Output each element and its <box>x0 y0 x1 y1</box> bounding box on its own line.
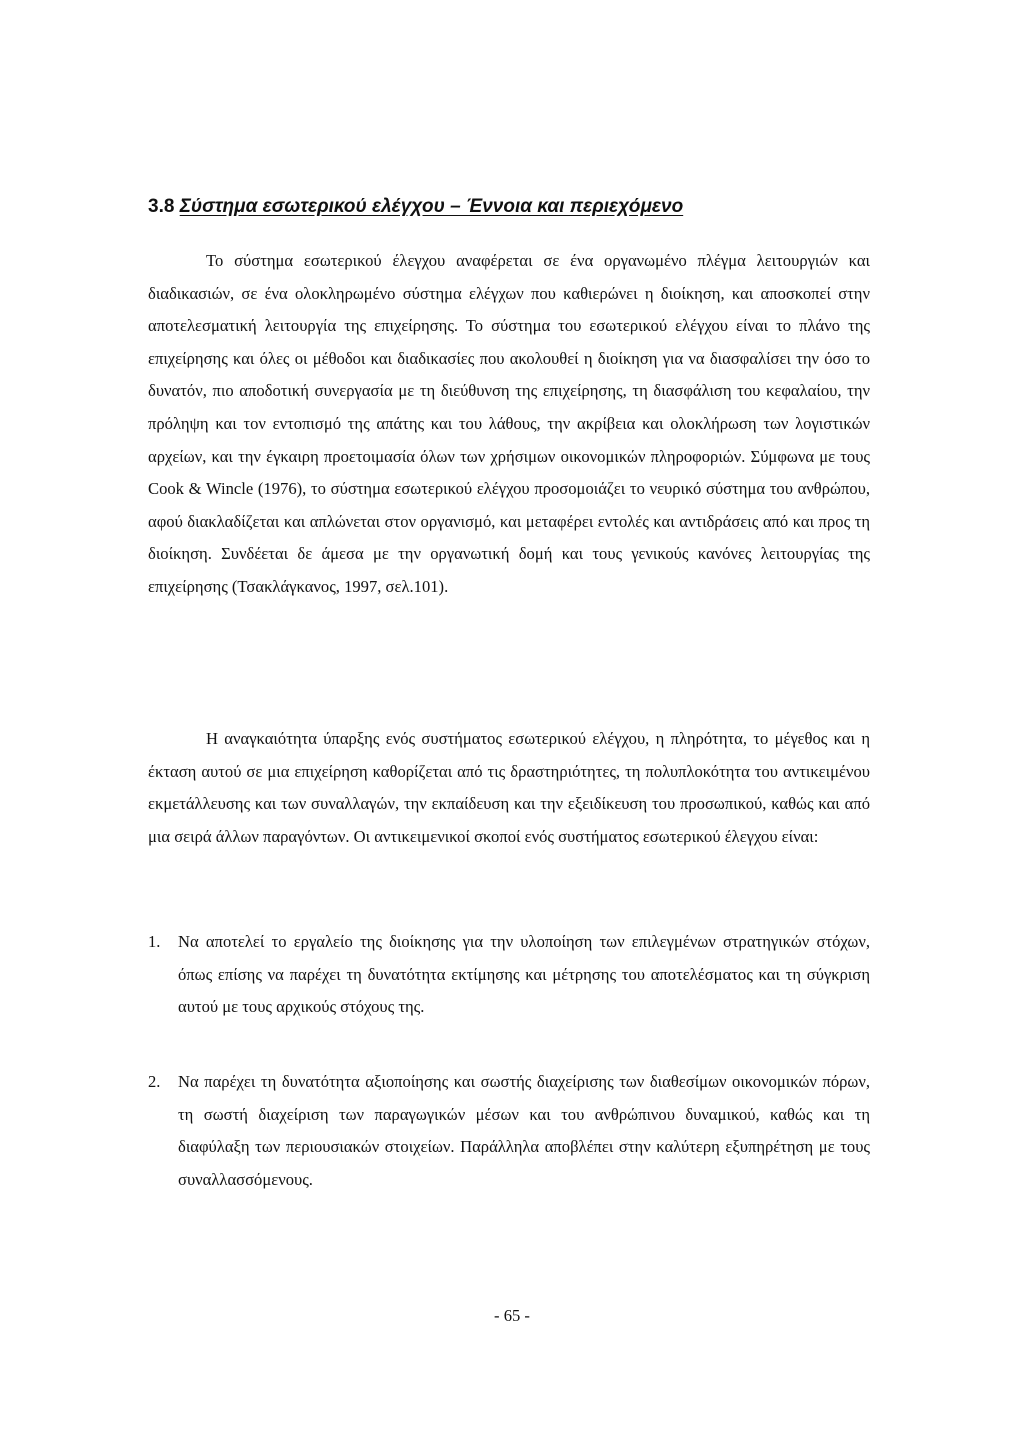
paragraph-definition: Το σύστημα εσωτερικού έλεγχου αναφέρεται σε ένα οργανωμένο πλέγμα λειτουργιών και διαδικασιών, σε ένα ολοκληρωμένο σύστημα ελέγχων που καθιερώνει η διοίκηση, και αποσκοπεί στην αποτελεσματική λειτουργία της επιχείρησης. Το σύστημα του εσωτερικού ελέγχου είναι το πλάνο της επιχείρησης και όλες οι μέθοδοι και διαδικασίες που ακολουθεί η διοίκηση για να διασφαλίσει την όσο το δυνατόν, πιο αποδοτική συνεργασία με τη διεύθυνση της επιχείρησης, τη διασφάλιση του κεφαλαίου, την πρόληψη και τον εντοπισμό της απάτης και του λάθους, την ακρίβεια και ολοκλήρωση των λογιστικών αρχείων, και την έγκαιρη προετοιμασία όλων των χρήσιμων οικονομικών πληροφοριών. Σύμφωνα με τους Cook & Wincle (1976), το σύστημα εσωτερικού ελέγχου προσομοιάζει το νευρικό σύστημα του ανθρώπου, αφού διακλαδίζεται και απλώνεται στον οργανισμό, και μεταφέρει εντολές και αντιδράσεις από και προς τη διοίκηση. Συνδέεται δε άμεσα με την οργανωτική δομή και τους γενικούς κανόνες λειτουργίας της επιχείρησης (Τσακλάγκανος, 1997, σελ.101). <box>148 251 870 596</box>
section-title: Σύστημα εσωτερικού ελέγχου – Έννοια και περιεχόμενο <box>179 196 684 217</box>
paragraph-necessity: Η αναγκαιότητα ύπαρξης ενός συστήματος εσωτερικού ελέγχου, η πληρότητα, το μέγεθος και η έκταση αυτού σε μια επιχείρηση καθορίζεται από τις δραστηριότητες, τη πολυπλοκότητα του αντικειμένου εκμετάλλευσης και των συναλλαγών, την εκπαίδευση και την εξειδίκευση του προσωπικού, καθώς και από μια σειρά άλλων παραγόντων. Οι αντικειμενικοί σκοποί ενός συστήματος εσωτερικού έλεγχου είναι: <box>148 729 870 846</box>
list-item <box>148 1066 870 1196</box>
section-number: 3.8 <box>148 196 175 217</box>
list-item <box>148 926 870 1024</box>
list-item-text: Να αποτελεί το εργαλείο της διοίκησης για την υλοποίηση των επιλεγμένων στρατηγικών στόχων, όπως επίσης να παρέχει τη δυνατότητα εκτίμησης και μέτρησης του αποτελέσματος και τη σύγκριση αυτού με τους αρχικούς στόχους της. <box>178 932 870 1017</box>
list-item-number: 2. <box>148 1072 161 1091</box>
list-item-text: Να παρέχει τη δυνατότητα αξιοποίησης και σωστής διαχείρισης των διαθεσίμων οικονομικών πόρων, τη σωστή διαχείριση των παραγωγικών μέσων και του ανθρώπινου δυναμικού, καθώς και τη διαφύλαξη των περιουσιακών στοιχείων. Παράλληλα αποβλέπει στην καλύτερη εξυπηρέτηση με τους συναλλασσόμενους. <box>178 1072 870 1189</box>
section-heading <box>148 195 683 219</box>
page-number: - 65 - <box>494 1306 530 1325</box>
list-item-number: 1. <box>148 932 161 951</box>
